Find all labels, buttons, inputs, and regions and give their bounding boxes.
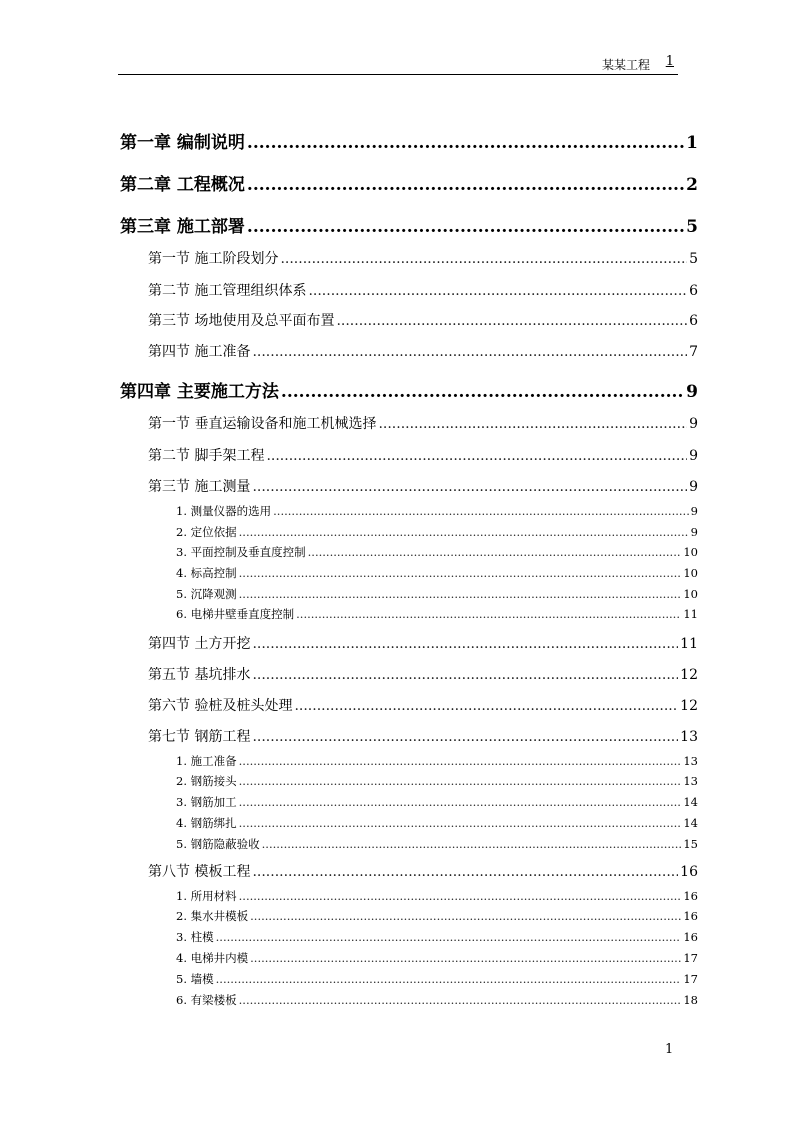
toc-entry-page: 7 [689, 344, 698, 360]
toc-entry[interactable] [148, 695, 698, 715]
toc-dot-leader [273, 504, 689, 518]
toc-entry-label: 第三节 场地使用及总平面布置 [148, 313, 335, 329]
toc-dot-leader [252, 729, 678, 745]
toc-dot-leader [239, 754, 682, 768]
toc-dot-leader [266, 448, 687, 464]
toc-entry-page: 5 [689, 251, 698, 267]
toc-entry[interactable] [120, 128, 698, 153]
toc-dot-leader [216, 930, 682, 944]
toc-entry[interactable] [120, 377, 698, 402]
toc-dot-leader [280, 251, 687, 267]
toc-dot-leader [250, 951, 681, 965]
toc-entry[interactable] [148, 310, 698, 330]
toc-entry-label: 3. 平面控制及垂直度控制 [176, 545, 306, 559]
toc-dot-leader [252, 667, 678, 683]
toc-entry[interactable] [176, 929, 698, 945]
toc-entry-page: 13 [683, 774, 698, 788]
page-header [118, 52, 678, 75]
toc-entry-label: 4. 标高控制 [176, 566, 237, 580]
toc-entry[interactable] [148, 445, 698, 465]
toc-dot-leader [250, 909, 681, 923]
toc-entry-label: 3. 柱模 [176, 930, 214, 944]
toc-entry-label: 第七节 钢筋工程 [148, 729, 251, 745]
toc-dot-leader [296, 607, 681, 621]
toc-entry-page: 5 [686, 217, 698, 237]
toc-entry-page: 15 [683, 837, 698, 851]
toc-entry-label: 第五节 基坑排水 [148, 667, 251, 683]
toc-entry-page: 9 [689, 479, 698, 495]
toc-entry-label: 第三节 施工测量 [148, 479, 251, 495]
toc-entry-page: 10 [683, 587, 698, 601]
toc-dot-leader [247, 175, 684, 195]
toc-dot-leader [281, 382, 684, 402]
toc-entry[interactable] [148, 664, 698, 684]
toc-entry-page: 9 [689, 448, 698, 464]
toc-entry-label: 第二节 脚手架工程 [148, 448, 265, 464]
toc-entry-page: 9 [686, 382, 698, 402]
toc-dot-leader [239, 774, 682, 788]
toc-entry[interactable] [176, 908, 698, 924]
toc-entry-label: 2. 钢筋接头 [176, 774, 237, 788]
toc-entry-page: 11 [683, 607, 698, 621]
toc-entry-label: 第一节 施工阶段划分 [148, 251, 279, 267]
toc-dot-leader [308, 545, 682, 559]
toc-entry-label: 4. 电梯井内模 [176, 951, 249, 965]
toc-dot-leader [247, 217, 684, 237]
toc-dot-leader [239, 525, 689, 539]
toc-entry-label: 第六节 验桩及桩头处理 [148, 698, 293, 714]
toc-dot-leader [239, 566, 682, 580]
toc-entry[interactable] [176, 794, 698, 810]
toc-entry[interactable] [148, 633, 698, 653]
toc-entry-label: 1. 所用材料 [176, 889, 237, 903]
toc-entry-page: 13 [680, 729, 698, 745]
toc-entry-label: 2. 集水井模板 [176, 909, 249, 923]
toc-entry-page: 10 [683, 545, 698, 559]
toc-dot-leader [252, 344, 687, 360]
toc-entry-label: 6. 有梁楼板 [176, 993, 237, 1007]
toc-entry[interactable] [148, 726, 698, 746]
toc-entry-label: 2. 定位依据 [176, 525, 237, 539]
toc-entry-page: 2 [686, 175, 698, 195]
toc-entry[interactable] [176, 971, 698, 987]
toc-entry-page: 16 [680, 864, 698, 880]
toc-dot-leader [252, 479, 687, 495]
toc-entry-label: 1. 施工准备 [176, 754, 237, 768]
toc-dot-leader [239, 587, 682, 601]
toc-entry-page: 14 [683, 795, 698, 809]
toc-entry-page: 16 [683, 889, 698, 903]
toc-entry-page: 12 [680, 698, 698, 714]
toc-entry[interactable] [176, 606, 698, 622]
toc-entry-page: 18 [683, 993, 698, 1007]
footer-page-number: 1 [665, 1042, 674, 1057]
toc-dot-leader [308, 283, 687, 299]
toc-dot-leader [262, 837, 682, 851]
toc-dot-leader [378, 416, 687, 432]
toc-dot-leader [247, 133, 684, 153]
toc-entry-page: 16 [683, 909, 698, 923]
toc-entry[interactable] [176, 586, 698, 602]
toc-entry-label: 5. 墙模 [176, 972, 214, 986]
toc-entry-page: 9 [690, 504, 698, 518]
toc-entry[interactable] [176, 950, 698, 966]
toc-entry-page: 6 [689, 283, 698, 299]
toc-entry[interactable] [120, 170, 698, 195]
toc-entry-page: 10 [683, 566, 698, 580]
toc-entry-label: 第四节 施工准备 [148, 344, 251, 360]
toc-entry-label: 3. 钢筋加工 [176, 795, 237, 809]
toc-entry-label: 第四节 土方开挖 [148, 636, 251, 652]
toc-dot-leader [239, 993, 682, 1007]
toc-entry[interactable] [148, 280, 698, 300]
toc-entry-page: 16 [683, 930, 698, 944]
toc-dot-leader [252, 864, 678, 880]
toc-dot-leader [216, 972, 682, 986]
toc-dot-leader [239, 816, 682, 830]
toc-entry-page: 17 [683, 951, 698, 965]
toc-entry[interactable] [148, 413, 698, 433]
toc-entry-label: 第二章 工程概况 [120, 175, 245, 195]
toc-entry[interactable] [148, 861, 698, 881]
toc-entry-page: 11 [680, 636, 698, 652]
toc-entry-page: 9 [690, 525, 698, 539]
toc-entry-page: 6 [689, 313, 698, 329]
toc-entry-page: 12 [680, 667, 698, 683]
toc-entry[interactable] [120, 212, 698, 237]
toc-entry[interactable] [176, 503, 698, 519]
toc-entry-label: 5. 钢筋隐蔽验收 [176, 837, 260, 851]
toc-entry[interactable] [148, 341, 698, 361]
toc-dot-leader [252, 636, 678, 652]
toc-entry[interactable] [176, 753, 698, 769]
toc-entry[interactable] [176, 992, 698, 1008]
toc-entry[interactable] [176, 544, 698, 560]
toc-dot-leader [239, 889, 682, 903]
toc-entry[interactable] [176, 565, 698, 581]
toc-entry-label: 第八节 模板工程 [148, 864, 251, 880]
toc-entry[interactable] [148, 476, 698, 496]
toc-entry-label: 第三章 施工部署 [120, 217, 245, 237]
toc-entry-label: 第四章 主要施工方法 [120, 382, 279, 402]
toc-dot-leader [294, 698, 678, 714]
toc-entry-label: 6. 电梯井壁垂直度控制 [176, 607, 295, 621]
toc-entry-page: 13 [683, 754, 698, 768]
toc-entry-page: 9 [689, 416, 698, 432]
toc-entry[interactable] [148, 248, 698, 268]
toc-entry-page: 1 [686, 133, 698, 153]
toc-entry-label: 第一节 垂直运输设备和施工机械选择 [148, 416, 377, 432]
toc-entry[interactable] [176, 773, 698, 789]
toc-entry[interactable] [176, 524, 698, 540]
toc-dot-leader [336, 313, 687, 329]
toc-dot-leader [239, 795, 682, 809]
toc-entry-label: 4. 钢筋绑扎 [176, 816, 237, 830]
toc-entry[interactable] [176, 836, 698, 852]
header-page-number: 1 [665, 54, 674, 69]
toc-entry-label: 第一章 编制说明 [120, 133, 245, 153]
toc-entry[interactable] [176, 888, 698, 904]
toc-entry-page: 14 [683, 816, 698, 830]
toc-entry-page: 17 [683, 972, 698, 986]
header-title: 某某工程 [601, 58, 650, 72]
toc-entry-label: 1. 测量仪器的选用 [176, 504, 272, 518]
toc-entry-label: 5. 沉降观测 [176, 587, 237, 601]
toc-entry-label: 第二节 施工管理组织体系 [148, 283, 307, 299]
toc-entry[interactable] [176, 815, 698, 831]
